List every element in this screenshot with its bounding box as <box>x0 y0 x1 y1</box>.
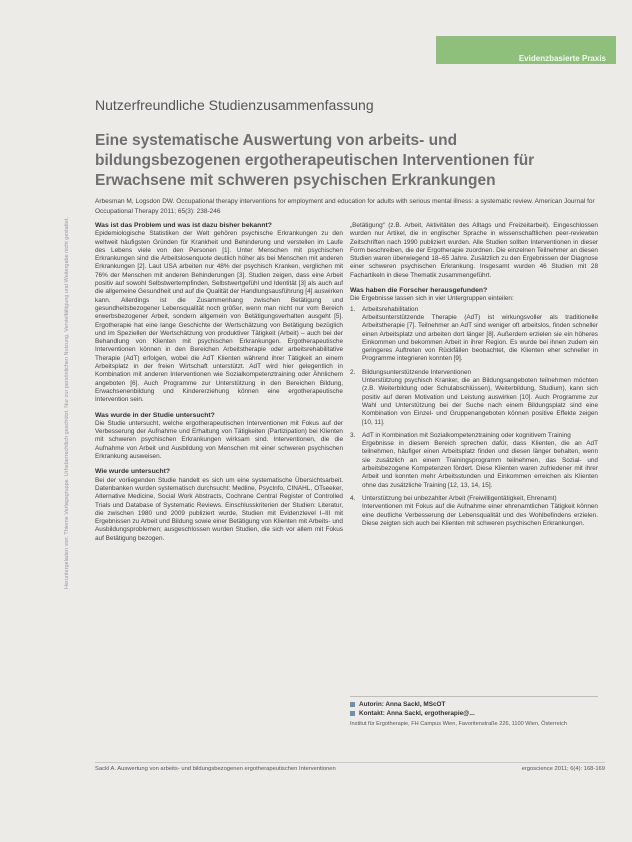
author-divider <box>350 696 598 697</box>
item-text: Unterstützung psychisch Kranker, die an Bildungsangeboten teilnehmen möchten (z.B. Weiterbildung oder Schulabschlüssen), Weiterbildung, Studium), kann sich positiv auf deren Motivation und Leistung auswirken [10]. Auch Programme zur Wahl und Unterstützung bei der Suche nach einem Bildungsplatz sind eine Kombination von Einzel- und Gruppenangeboten können positive Effekte zeigen [10, 11]. <box>362 377 598 426</box>
bullet-square-icon <box>350 702 355 707</box>
section-heading: Was haben die Forscher herausgefunden? <box>350 287 488 295</box>
copyright-text: Heruntergeladen von: Thieme Verlagsgruppe. Urheberrechtlich geschützt. Nur zur persönlichen Nutzung. Vervielfältigung und Weitergabe nicht gestattet. <box>64 217 70 589</box>
article-title: Eine systematische Auswertung von arbeits- und bildungsbezogenen ergotherapeutischen Interventionen für Erwachsene mit schweren psychischen Erkrankungen <box>95 132 535 189</box>
left-column <box>95 222 343 550</box>
footer-right: ergoscience 2011; 6(4): 168-169 <box>521 766 605 772</box>
contact-line: Kontakt: Anna Sackl, ergotherapie@... <box>359 710 475 717</box>
author-box <box>350 700 598 728</box>
item-text: Interventionen mit Fokus auf die Aufnahme einer ehrenamtlichen Tätigkeit können eine deutliche Verbesserung der Lebensqualität und des Wohlbefindens erzielen. Diese zeigten sich auch bei Klienten mit schweren psychischen Erkrankungen. <box>362 503 598 527</box>
item-text: Arbeitsunterstützende Therapie (AdT) ist wirkungsvoller als traditionelle Arbeitstherapie [7]. Teilnehmer an AdT sind weniger oft arbeitslos, finden schneller einen Arbeitsplatz und arbeiten dort länger [8]. Außerdem erzielen sie ein höheres Einkommen und bekommen Arbeit in ihrer Region. Es wurde bei ihnen zudem ein geringeres Auftreten von Rückfällen beobachtet, die Klienten eher schneller in Programme integrieren konnten [9]. <box>362 313 598 363</box>
section-text: Die Studie untersucht, welche ergotherapeutischen Interventionen mit Fokus auf der Verbesserung der Aufnahme und Erhaltung von Tätigkeiten (Partizipation) bei Klienten mit schweren psychischen Erkrankungen wirksam sind. Interventionen, die die Aufnahme von Arbeit und Ausbildung von Menschen mit einer schweren psychischen Erkrankung ausweisen. <box>95 419 343 461</box>
results-intro: Die Ergebnisse lassen sich in vier Untergruppen einteilen: <box>350 295 514 303</box>
list-item <box>350 369 598 427</box>
right-column <box>350 222 598 533</box>
section-text: Epidemiologische Statistiken der Welt gehören psychische Erkrankungen zu den weltweit häufigsten Gründen für Krankheit und Behinderung und verstellen im Laufe des Lebens viele von den Personen [1]. Unter Menschen mit psychischen Erkrankungen sind die Arbeitslosenquote deutlich höher als bei Menschen mit anderen Erkrankungen [2]. Laut USA arbeiten nur 48% der psychisch Kranken, verglichen mit 76% der Menschen mit anderen Behinderungen [3]. Studien zeigen, dass eine Arbeit positiv auf sowohl Selbstwertempfinden, Selbstwertgefühl und Identität [3] als auch auf die allgemeine Gesundheit und auf die Qualität der Handlungsausführung [4] auswirken kann. Allerdings ist die Zusammenhang zwischen Betätigung und gesundheitsbezogener Lebensqualität noch größer, wenn man nicht nur vom Bereich erwerbsbezogener Arbeit, sondern allgemein von Betätigungsverhalten ausgeht [5]. Ergotherapie hat eine lange Geschichte der Wertschätzung von Betätigung bezüglich und im Speziellen der Wertschätzung von produktiver Tätigkeit (Arbeit) – auch bei der Behandlung von Klienten mit psychischen Erkrankungen. Ergotherapeutische Interventionen können in den Bereichen Arbeitstherapie oder arbeitsrehabilitative Therapie (AdT) erfolgen, wobei die AdT Klienten während ihrer Tätigkeit an einem Arbeitsplatz in der freien Wirtschaft unterstützt. AdT wird hier gelegentlich in Kombination mit anderen Interventionen wie Sozialkompetenztraining oder Ähnlichem angeboten [6]. Auch Programme zur Unterstützung in den Bereichen Bildung, Erwachsenenbildung und Kindererziehung können eine ergotherapeutische Intervention sein. <box>95 230 343 404</box>
contact-detail: Institut für Ergotherapie, FH Campus Wien, Favoritenstraße 226, 1100 Wien, Österreich <box>350 721 567 727</box>
item-number: 4. <box>350 494 356 502</box>
results-list <box>350 306 598 528</box>
section-text: „Betätigung“ (z.B. Arbeit, Aktivitäten des Alltags und Freizeitarbeit). Eingeschlossen wurden nur Artikel, die in englischer Sprache in wissenschaftlichen peer-reviewten Zeitschriften nach 1990 publiziert wurden. Alle Studien sollten Interventionen in dieser Form beschreiben, die der Ergotherapie zuordnen. Die einzelnen Teilnehmer an diesen Studien waren überwiegend 18–65 Jahre. Zusätzlich zu den Ergebnissen der Diagnose einer schweren psychischen Erkrankung. Insgesamt wurden 46 Studien mit 28 Fachartikeln in diese Thematik zusammengeführt. <box>350 222 598 279</box>
item-number: 3. <box>350 431 356 439</box>
author-line: Autorin: Anna Sackl, MScOT <box>359 701 446 708</box>
item-number: 1. <box>350 305 356 313</box>
section-heading: Was ist das Problem und was ist dazu bisher bekannt? <box>95 222 272 229</box>
item-text: Ergebnisse in diesem Bereich sprechen dafür, dass Klienten, die an AdT teilnehmen, häufiger einen Arbeitsplatz finden und diesen länger behalten, wenn sie zusätzlich an einem Trainingsprogramm teilnehmen, das Sozial- und arbeitsbezogene Kompetenzen fördert. Diese Klienten waren zufriedener mit ihrer Arbeit und konnten mehr Arbeitsstunden und Einkommen erreichen als Klienten ohne das zusätzliche Training [12, 13, 14, 15]. <box>362 440 598 489</box>
list-item <box>350 306 598 364</box>
item-label: Unterstützung bei unbezahlter Arbeit (Freiwilligentätigkeit, Ehrenamt) <box>362 494 557 502</box>
item-label: AdT in Kombination mit Sozialkompetenztraining oder kognitivem Training <box>362 431 571 439</box>
item-label: Bildungsunterstützende Interventionen <box>362 368 472 376</box>
item-number: 2. <box>350 368 356 376</box>
footer-left: Sackl A. Auswertung von arbeits- und bildungsbezogenen ergotherapeutischen Interventionen <box>95 766 336 772</box>
section-tab: Evidenzbasierte Praxis <box>436 36 616 64</box>
section-heading: Was wurde in der Studie untersucht? <box>95 411 215 419</box>
item-label: Arbeitsrehabilitation <box>362 305 419 313</box>
copyright-sidebar <box>55 80 69 730</box>
contact-row <box>350 709 598 718</box>
bullet-square-icon <box>350 711 355 716</box>
author-row <box>350 700 598 709</box>
list-item <box>350 432 598 490</box>
section-heading: Wie wurde untersucht? <box>95 468 171 476</box>
citation: Arbesman M, Logsdon DW. Occupational therapy interventions for employment and education for adults with serious mental illness: a systematic review. American Journal for Occupational Therapy 2011; 65(3): 238-246 <box>95 198 595 215</box>
section-text: Bei der vorliegenden Studie handelt es sich um eine systematische Übersichtsarbeit. Datenbanken wurden systematisch durchsucht: Medline, PsycInfo, CINAHL, OTseeker, Alternative Medicine, Social Work Abstracts, Cochrane Central Register of Controlled Trials und Database of Systematic Reviews. Einschlusskriterien der Studien: Literatur, die zwischen 1980 und 2009 publiziert wurde, Studien mit Evidenzlevel I–III mit Ergebnissen zu Arbeit und Bildung sowie einer Betätigung von Klienten mit Arbeits- und Ausbildungsproblemen; ausgeschlossen wurden Studien, die sich vor allem mit Fokus auf Betätigung bezogen. <box>95 476 343 542</box>
list-item <box>350 495 598 528</box>
footer-divider <box>95 762 605 763</box>
article-kicker: Nutzerfreundliche Studienzusammenfassung <box>95 97 374 113</box>
